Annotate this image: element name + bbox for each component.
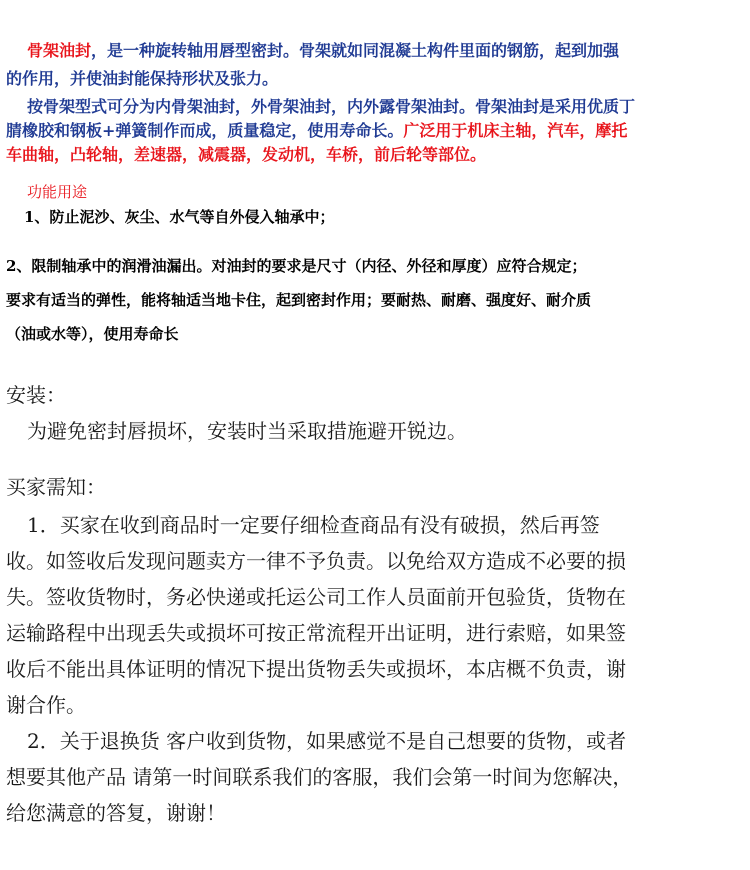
- intro-p1-text: ，是一种旋转轴用唇型密封。骨架就如同混凝土构件里面的钢筋，起到加强: [91, 41, 620, 60]
- intro-p2-line2: [6, 118, 627, 141]
- buyer-note-2-line2: 想要其他产品 请第一时间联系我们的客服，我们会第一时间为您解决，: [6, 765, 633, 789]
- buyer-note-1-line6: 谢合作。: [6, 693, 86, 717]
- buyer-note-2-line3: 给您满意的答复，谢谢！: [6, 801, 226, 825]
- buyer-note-1-line5: 收后不能出具体证明的情况下提出货物丢失或损坏，本店概不负责，谢: [6, 657, 626, 681]
- intro-p1-line2: 的作用，并使油封能保持形状及张力。: [6, 69, 279, 88]
- intro-p1-line1: [27, 38, 619, 61]
- buyer-note-1-line2: 收。如签收后发现问题卖方一律不予负责。以免给双方造成不必要的损: [6, 549, 626, 573]
- intro-p2-plain: 腈橡胶和钢板+弹簧制作而成，质量稳定，使用寿命长。: [6, 121, 404, 140]
- buyer-note-1-line3: 失。签收货物时，务必快递或托运公司工作人员面前开包验货，货物在: [6, 585, 626, 609]
- intro-p2-line1: 按骨架型式可分为内骨架油封，外骨架油封，内外露骨架油封。骨架油封是采用优质丁: [27, 97, 636, 116]
- function-item-2-line1: 2、限制轴承中的润滑油漏出。对油封的要求是尺寸（内径、外径和厚度）应符合规定；: [6, 257, 587, 275]
- buyer-note-1-line4: 运输路程中出现丢失或损坏可按正常流程开出证明，进行索赔，如果签: [6, 621, 626, 645]
- buyer-heading: 买家需知：: [6, 475, 106, 499]
- function-heading: 功能用途: [27, 183, 88, 201]
- buyer-note-1-line1: 1．买家在收到商品时一定要仔细检查商品有没有破损，然后再签: [27, 513, 600, 537]
- install-text: 为避免密封唇损坏，安装时当采取措施避开锐边。: [27, 419, 467, 443]
- function-item-2-line2: 要求有适当的弹性，能将轴适当地卡住，起到密封作用；要耐热、耐磨、强度好、耐介质: [6, 291, 592, 309]
- install-heading: 安装：: [6, 383, 66, 407]
- buyer-note-2-line1: 2．关于退换货 客户收到货物，如果感觉不是自己想要的货物，或者: [27, 729, 627, 753]
- function-item-1: 1、防止泥沙、灰尘、水气等自外侵入轴承中；: [24, 208, 335, 226]
- intro-keyword: 骨架油封: [27, 41, 92, 60]
- intro-p2-line3: 车曲轴，凸轮轴，差速器，减震器，发动机，车桥，前后轮等部位。: [6, 145, 487, 164]
- intro-p2-red: 广泛用于机床主轴，汽车，摩托: [403, 121, 628, 140]
- function-item-2-line3: （油或水等），使用寿命长: [6, 325, 179, 343]
